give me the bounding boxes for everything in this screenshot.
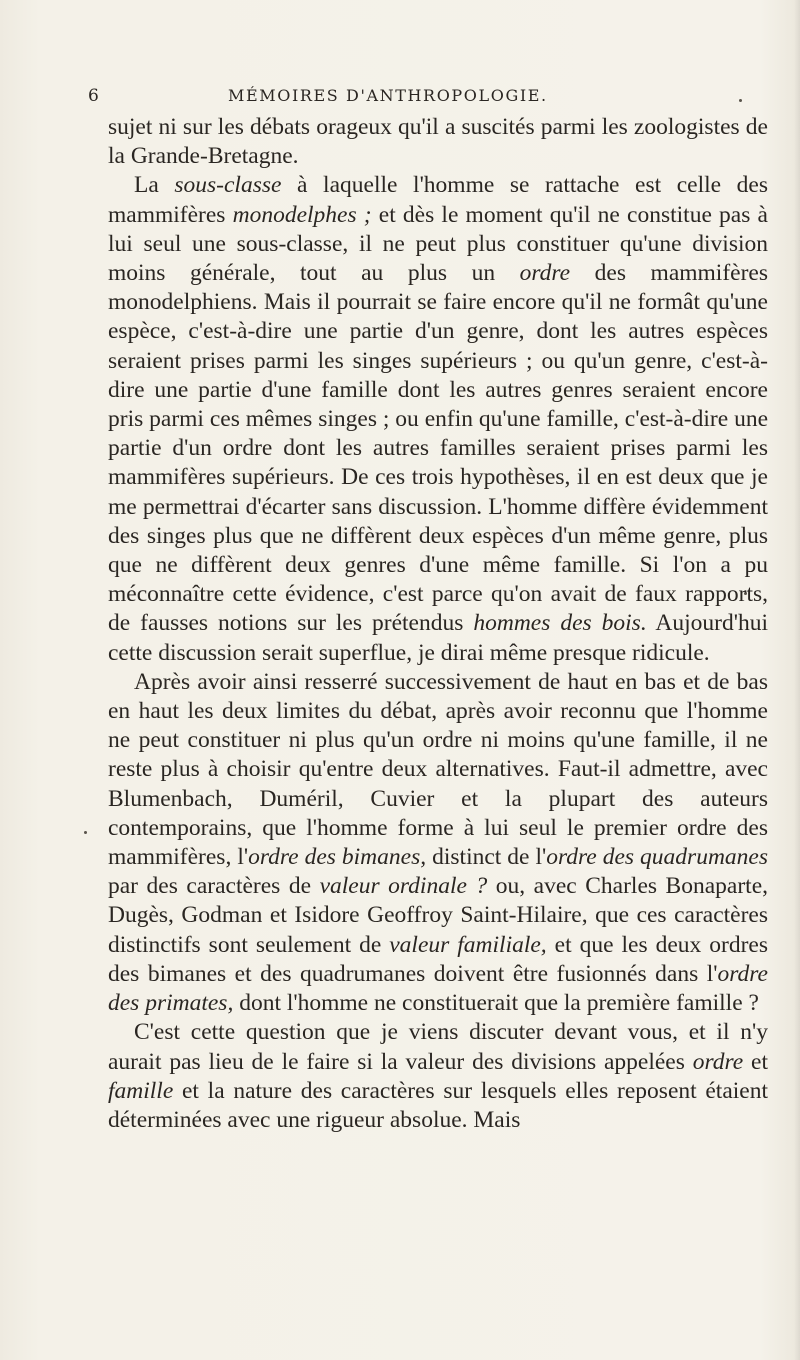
text-run: des mammifères monodelphiens. Mais il pourrait se faire encore qu'il ne formât qu'une espèce, c'est-à-dire une partie d'un genre, dont les autres espèces seraient prises parmi les singes supérieurs ; ou qu'un genre, c'est-à-dire une partie d'une famille dont les autres genres seraient encore pris parmi ces mêmes singes ; ou enfin qu'une famille, c'est-à-dire une partie d'un ordre dont les autres familles seraient prises parmi les mammifères supérieurs. De ces trois hypothèses, il en est deux que je me permettrai d'écarter sans discussion. L'homme diffère évidemment des singes plus que ne diffèrent deux espèces d'un même genre, plus que ne diffèrent deux genres d'une même famille. Si l'on a pu méconnaître cette évidence, c'est parce qu'on avait de faux rapports, de fausses notions sur les prétendus (108, 260, 768, 637)
text-run: à laquelle l'homme se rattache est celle des mammifères (108, 172, 768, 228)
text-run: Aujourd'hui cette discussion serait superflue, je dirai même presque ridicule. (108, 610, 768, 666)
page-edge-shadow (794, 0, 800, 1360)
stray-mark (84, 831, 87, 834)
italic-run: ordre (692, 1048, 744, 1075)
italic-run: ordre des quadrumanes (546, 844, 768, 871)
italic-run: famille (108, 1077, 174, 1104)
text-run: sujet ni sur les débats orageux qu'il a suscités parmi les zoologistes de la Grande-Bretagne. (108, 114, 768, 170)
page-number: 6 (88, 86, 100, 106)
text-run: Après avoir ainsi resserré successivement de haut en bas et de bas en haut les deux limites du débat, après avoir reconnu que l'homme ne peut constituer ni plus qu'un ordre ni moins qu'une famille, il ne reste plus à choisir qu'entre deux alternatives. Faut-il admettre, avec Blumenbach, Duméril, Cuvier et la plupart des auteurs contemporains, que l'homme forme à lui seul le premier ordre des mammifères, l' (108, 668, 768, 871)
text-run: et dès le moment qu'il ne constitue pas à lui seul une sous-classe, il ne peut plus constituer qu'une division moins générale, tout au plus un (108, 201, 768, 287)
text-run: ou, avec Charles Bonaparte, Dugès, Godman et Isidore Geoffroy Saint-Hilaire, que ces caractères distinctifs sont seulement de (108, 873, 768, 958)
text-run: par des caractères de (108, 873, 320, 900)
text-run: distinct de l' (426, 844, 547, 871)
italic-run: ordre des bimanes, (248, 844, 427, 871)
text-run: et la nature des caractères sur lesquels elles reposent étaient déterminées avec une rigueur absolue. Mais (108, 1077, 768, 1133)
paragraph-4 (108, 1018, 768, 1135)
paragraph-2 (108, 171, 768, 667)
text-run: C'est cette question que je viens discuter devant vous, et il n'y aurait pas lieu de le faire si la valeur des divisions appelées (108, 1019, 768, 1075)
italic-run: ordre des primates, (108, 960, 768, 1017)
body-text (108, 113, 768, 1135)
text-run: et que les deux ordres des bimanes et des quadrumanes doivent être fusionnés dans l' (108, 931, 768, 987)
paragraph-1 (108, 113, 768, 171)
italic-run: valeur ordinale ? (319, 873, 488, 900)
italic-run: valeur familiale, (389, 931, 547, 958)
paragraph-3 (108, 668, 768, 1018)
text-run: dont l'homme ne constituerait que la première famille ? (233, 990, 759, 1017)
stray-mark (739, 99, 742, 102)
italic-run: monodelphes ; (232, 201, 372, 228)
italic-run: ordre (519, 260, 571, 287)
text-run: et (743, 1048, 768, 1075)
text-run: La (134, 172, 175, 199)
page-header (88, 86, 758, 110)
italic-run: sous-classe (174, 172, 282, 199)
italic-run: hommes des bois. (473, 610, 647, 637)
running-title: MÉMOIRES D'ANTHROPOLOGIE. (228, 86, 548, 105)
